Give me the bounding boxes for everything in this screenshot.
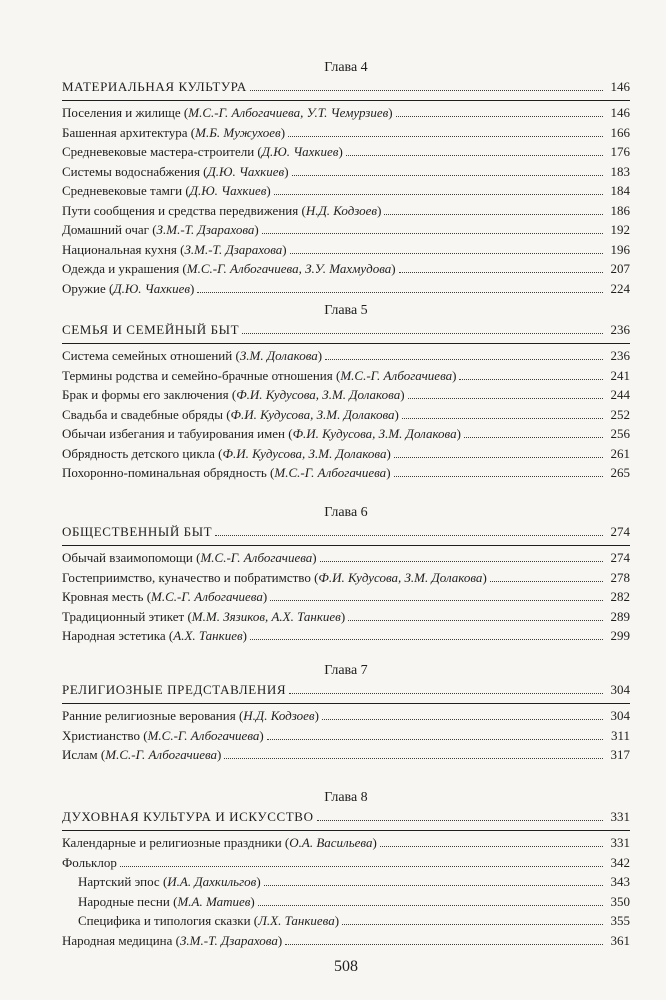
section-heading[interactable] (62, 524, 630, 540)
entry-title: Обычай взаимопомощи ( (62, 550, 201, 565)
section-heading[interactable] (62, 809, 630, 825)
page-ref: 282 (610, 589, 630, 604)
toc-entry[interactable] (62, 933, 630, 949)
entry-author: И.А. Дахкильгов (167, 874, 257, 889)
toc-entry[interactable] (62, 708, 630, 724)
entry-closing-paren: ) (250, 893, 255, 909)
entry-author: М.С.-Г. Албогачиева (274, 465, 387, 480)
entry-closing-paren: ) (394, 406, 399, 422)
section-heading[interactable] (62, 322, 630, 338)
section-label: ОБЩЕСТВЕННЫЙ БЫТ (62, 524, 213, 539)
leader-dots (264, 885, 603, 886)
page-ref: 186 (610, 202, 630, 218)
toc-entry[interactable] (62, 144, 630, 160)
entry-title: Брак и формы его заключения ( (62, 387, 237, 402)
page-ref: 184 (610, 183, 630, 198)
leader-dots (396, 116, 603, 117)
entry-author: Ф.И. Кудусова, З.М. Долакова (230, 406, 395, 422)
entry-closing-paren: ) (400, 387, 405, 402)
toc-entry[interactable] (62, 183, 630, 199)
toc-entry[interactable] (62, 835, 630, 851)
section-divider (62, 100, 630, 101)
toc-entry[interactable] (78, 894, 630, 910)
section-divider (62, 830, 630, 831)
entry-title: Народная эстетика ( (62, 628, 174, 643)
entry-title: Нартский эпос ( (78, 874, 168, 889)
entry-author: Д.Ю. Чахкиев (189, 183, 267, 198)
entry-closing-paren: ) (388, 105, 393, 120)
entry-title: Средневековые мастера-строители ( (62, 144, 262, 159)
entry-closing-paren: ) (377, 202, 382, 218)
toc-entry[interactable] (62, 261, 630, 277)
entry-author: З.М.-Т. Дзарахова (156, 222, 255, 237)
entry-author: Д.Ю. Чахкиев (113, 280, 191, 296)
entry-title: Обычаи избегания и табуирования имен ( (62, 426, 293, 441)
toc-entry[interactable] (62, 465, 630, 481)
toc-entry[interactable] (78, 913, 630, 929)
page-ref: 244 (610, 387, 630, 402)
leader-dots (342, 924, 603, 925)
entry-closing-paren: ) (312, 550, 317, 565)
entry-closing-paren: ) (277, 932, 283, 948)
entry-title: Народные песни ( (78, 893, 178, 909)
section-label: РЕЛИГИОЗНЫЕ ПРЕДСТАВЛЕНИЯ (62, 682, 287, 697)
entry-closing-paren: ) (190, 280, 195, 296)
page-ref: 261 (610, 445, 630, 461)
leader-dots (274, 194, 603, 195)
entry-closing-paren: ) (386, 465, 391, 480)
section-divider (62, 545, 630, 546)
chapter-title: Глава 8 (324, 790, 368, 805)
entry-closing-paren: ) (317, 348, 323, 363)
entry-title: Фольклор (62, 854, 117, 870)
leader-dots (289, 693, 603, 694)
leader-dots (320, 561, 603, 562)
entry-title: Традиционный этикет ( (62, 608, 192, 624)
toc-entry[interactable] (62, 728, 630, 744)
entry-title: Гостеприимство, кунaчество и побратимство ( (62, 569, 319, 585)
toc-entry[interactable] (62, 550, 630, 566)
section-heading[interactable] (62, 79, 630, 95)
leader-dots (197, 292, 603, 293)
entry-title: Поселения и жилище ( (62, 105, 189, 120)
leader-dots (490, 581, 603, 582)
entry-title: Ранние религиозные верования ( (62, 708, 244, 723)
chapter-title: Глава 4 (324, 60, 368, 75)
entry-author: М.С.-Г. Албогачиева (200, 550, 313, 565)
leader-dots (120, 866, 603, 867)
section-divider (62, 703, 630, 704)
entry-author: М.С.-Г. Албогачиева (105, 747, 218, 762)
entry-closing-paren: ) (456, 426, 461, 441)
leader-dots (402, 418, 603, 419)
chapter-title: Глава 7 (324, 663, 368, 678)
leader-dots (408, 398, 603, 399)
page-ref: 241 (610, 367, 630, 383)
entry-closing-paren: ) (314, 708, 319, 723)
chapter-title: Глава 5 (324, 303, 368, 318)
leader-dots (285, 944, 603, 945)
leader-dots (250, 639, 603, 640)
entry-author: М.С.-Г. Албогачиева (147, 727, 260, 743)
leader-dots (258, 905, 603, 906)
leader-dots (380, 846, 603, 847)
entry-title: Системы водоснабжения ( (62, 163, 208, 179)
chapter-title: Глава 6 (324, 505, 368, 520)
section-label: СЕМЬЯ И СЕМЕЙНЫЙ БЫТ (62, 322, 240, 337)
entry-title: Термины родства и семейно-брачные отношения ( (62, 367, 341, 383)
entry-closing-paren: ) (452, 367, 457, 383)
entry-title: Средневековые тамги ( (62, 183, 190, 198)
entry-closing-paren: ) (280, 124, 286, 140)
entry-author: Ф.И. Кудусова, З.М. Долакова (292, 426, 457, 441)
toc-entry[interactable] (62, 368, 630, 384)
entry-title: Кровная месть ( (62, 589, 152, 604)
page-ref: 304 (610, 708, 630, 723)
toc-entry[interactable] (62, 628, 630, 644)
page-ref: 176 (610, 144, 630, 159)
entry-author: Ф.И. Кудусова, З.М. Долакова (222, 445, 387, 461)
section-label: МАТЕРИАЛЬНАЯ КУЛЬТУРА (62, 79, 247, 94)
page-ref: 289 (610, 608, 630, 624)
entry-title: Оружие ( (62, 280, 114, 296)
page-ref: 355 (610, 913, 630, 928)
entry-title: Свадьба и свадебные обряды ( (62, 406, 231, 422)
entry-title: Календарные и религиозные праздники ( (62, 835, 290, 850)
entry-closing-paren: ) (282, 241, 287, 257)
leader-dots (399, 272, 603, 273)
toc-entry[interactable] (62, 426, 630, 442)
page-ref: 331 (610, 835, 630, 850)
entry-author: М.А. Матиев (177, 893, 251, 909)
page-ref: 342 (610, 854, 630, 870)
leader-dots (267, 739, 603, 740)
page-ref: 192 (610, 222, 630, 237)
toc-entry[interactable] (62, 747, 630, 763)
page-ref: 252 (610, 406, 630, 422)
toc-entry[interactable] (62, 387, 630, 403)
page-ref: 274 (610, 524, 630, 539)
entry-closing-paren: ) (242, 628, 247, 643)
leader-dots (384, 214, 603, 215)
leader-dots (215, 535, 603, 536)
section-divider (62, 343, 630, 344)
page-ref: 196 (610, 241, 630, 257)
page-ref: 350 (610, 893, 630, 909)
toc-entry[interactable] (62, 570, 630, 586)
entry-author: Д.Ю. Чахкиев (207, 163, 285, 179)
entry-title: Христианство ( (62, 727, 148, 743)
entry-closing-paren: ) (254, 222, 259, 237)
leader-dots (317, 820, 603, 821)
page-ref: 317 (610, 747, 630, 762)
entry-closing-paren: ) (372, 835, 377, 850)
toc-entry[interactable] (62, 407, 630, 423)
entry-closing-paren: ) (340, 608, 346, 624)
toc-entry[interactable] (62, 609, 630, 625)
page-ref: 311 (610, 727, 630, 743)
entry-closing-paren: ) (482, 569, 487, 585)
entry-title: Народная медицина ( (62, 932, 180, 948)
entry-closing-paren: ) (256, 874, 261, 889)
leader-dots (290, 253, 603, 254)
leader-dots (322, 719, 603, 720)
entry-title: Башенная архитектура ( (62, 124, 196, 140)
page-ref: 256 (610, 426, 630, 441)
leader-dots (242, 333, 603, 334)
page-ref: 299 (610, 628, 630, 643)
toc-entry[interactable] (78, 874, 630, 890)
section-label: ДУХОВНАЯ КУЛЬТУРА И ИСКУССТВО (62, 809, 314, 824)
entry-author: Ф.И. Кудусова, З.М. Долакова (318, 569, 483, 585)
page-ref: 343 (610, 874, 630, 889)
entry-title: Похоронно-поминальная обрядность ( (62, 465, 275, 480)
entry-closing-paren: ) (266, 183, 271, 198)
entry-closing-paren: ) (338, 144, 343, 159)
leader-dots (270, 600, 603, 601)
toc-entry[interactable] (62, 242, 630, 258)
toc-entry[interactable] (62, 446, 630, 462)
toc-entry[interactable] (62, 164, 630, 180)
toc-entry[interactable] (62, 222, 630, 238)
leader-dots (325, 359, 603, 360)
page-ref: 166 (610, 124, 630, 140)
page-ref: 331 (610, 809, 630, 824)
entry-author: Н.Д. Кодзоев (243, 708, 315, 723)
toc-entry[interactable] (62, 348, 630, 364)
entry-closing-paren: ) (262, 589, 268, 604)
entry-title: Обрядность детского цикла ( (62, 445, 223, 461)
entry-closing-paren: ) (334, 913, 340, 928)
page-ref: 278 (610, 569, 630, 585)
leader-dots (292, 175, 603, 176)
page-number: 508 (334, 958, 358, 975)
page-ref: 236 (610, 322, 630, 337)
entry-author: А.Х. Танкиев (173, 628, 243, 643)
table-of-contents-page (62, 0, 630, 1000)
page-ref: 146 (610, 79, 630, 94)
leader-dots (464, 437, 603, 438)
leader-dots (262, 233, 603, 234)
toc-entry[interactable] (62, 855, 630, 871)
entry-closing-paren: ) (259, 727, 264, 743)
toc-entry[interactable] (62, 203, 630, 219)
page-ref: 146 (610, 105, 630, 120)
entry-author: З.М. Долакова (239, 348, 318, 363)
entry-title: Пути сообщения и средства передвижения ( (62, 202, 306, 218)
entry-author: М.С.-Г. Албогачиева (340, 367, 453, 383)
section-heading[interactable] (62, 682, 630, 698)
entry-author: З.М.-Т. Дзарахова (184, 241, 283, 257)
entry-title: Система семейных отношений ( (62, 348, 240, 363)
leader-dots (394, 457, 603, 458)
entry-author: М.С.-Г. Албогачиева, З.У. Махмудова (186, 261, 392, 276)
toc-entry[interactable] (62, 589, 630, 605)
entry-title: Специфика и типология сказки ( (78, 913, 259, 928)
page-ref: 183 (610, 163, 630, 179)
entry-closing-paren: ) (391, 261, 396, 276)
entry-closing-paren: ) (217, 747, 222, 762)
entry-author: Л.Х. Танкиева (258, 913, 335, 928)
page-ref: 236 (610, 348, 630, 363)
leader-dots (348, 620, 603, 621)
entry-closing-paren: ) (386, 445, 391, 461)
page-ref: 304 (610, 682, 630, 697)
toc-entry[interactable] (62, 125, 630, 141)
entry-title: Ислам ( (62, 747, 106, 762)
entry-author: М.Б. Мужухоев (195, 124, 281, 140)
entry-title: Одежда и украшения ( (62, 261, 187, 276)
page-ref: 274 (610, 550, 630, 565)
entry-author: М.С.-Г. Албогачиева, У.Т. Чемурзиев (188, 105, 389, 120)
entry-author: М.М. Зязиков, А.Х. Танкиев (191, 608, 341, 624)
page-ref: 265 (610, 465, 630, 480)
page-ref: 361 (610, 932, 630, 948)
toc-entry[interactable] (62, 105, 630, 121)
entry-author: Ф.И. Кудусова, З.М. Долакова (236, 387, 401, 402)
entry-title: Домашний очаг ( (62, 222, 157, 237)
leader-dots (250, 90, 603, 91)
entry-author: О.А. Васильева (289, 835, 373, 850)
page-ref: 207 (610, 261, 630, 276)
entry-author: З.М.-Т. Дзарахова (179, 932, 278, 948)
leader-dots (394, 476, 603, 477)
entry-closing-paren: ) (284, 163, 289, 179)
entry-author: Д.Ю. Чахкиев (261, 144, 339, 159)
leader-dots (459, 379, 603, 380)
leader-dots (224, 758, 603, 759)
entry-author: Н.Д. Кодзоев (305, 202, 378, 218)
leader-dots (288, 136, 603, 137)
page-ref: 224 (610, 280, 630, 296)
entry-author: М.С.-Г. Албогачиева (151, 589, 263, 604)
leader-dots (346, 155, 603, 156)
toc-entry[interactable] (62, 281, 630, 297)
entry-title: Национальная кухня ( (62, 241, 185, 257)
